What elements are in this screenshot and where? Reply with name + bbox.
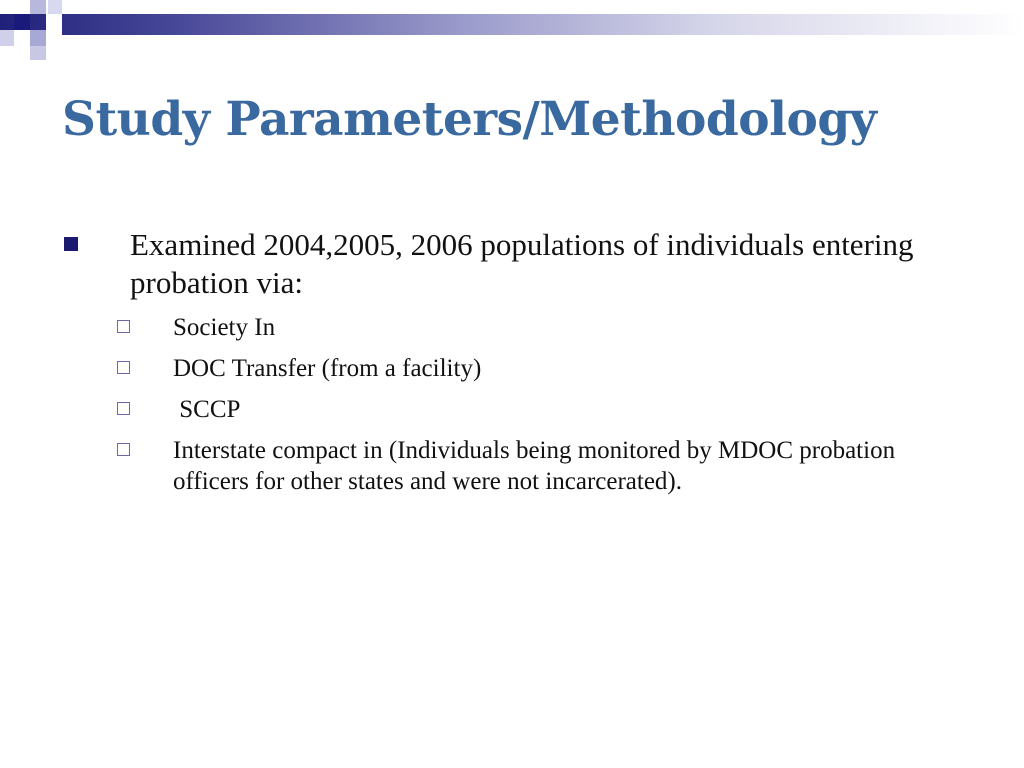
hollow-square-bullet-icon — [117, 443, 130, 456]
header-decoration-square — [30, 46, 46, 60]
slide-title: Study Parameters/Methodology — [62, 92, 877, 147]
sub-bullet-text: SCCP — [173, 396, 241, 423]
header-decoration-square — [46, 14, 62, 35]
hollow-square-bullet-icon — [117, 361, 130, 374]
slide-body — [0, 226, 1024, 507]
square-bullet-icon — [64, 237, 78, 251]
header-decoration-square — [0, 30, 14, 46]
sub-bullet-item — [0, 435, 1024, 497]
sub-bullet-text: Interstate compact in (Individuals being monitored by MDOC probation officers for other states and were not incarcerated). — [173, 437, 896, 495]
sub-bullet-item — [0, 394, 1024, 425]
header-decoration-square — [30, 30, 46, 46]
hollow-square-bullet-icon — [117, 320, 130, 333]
main-bullet-text: Examined 2004,2005, 2006 populations of individuals entering probation via: — [130, 227, 914, 300]
header-decoration-square — [30, 0, 46, 14]
header-decoration-square — [14, 30, 30, 46]
sub-bullet-list — [0, 312, 1024, 497]
header-gradient-band — [0, 14, 1024, 35]
header-decoration-square — [14, 14, 30, 30]
sub-bullet-item — [0, 312, 1024, 343]
sub-bullet-text: DOC Transfer (from a facility) — [173, 355, 482, 382]
header-decoration-square — [48, 0, 62, 14]
hollow-square-bullet-icon — [117, 402, 130, 415]
sub-bullet-text: Society In — [173, 314, 276, 341]
main-bullet-item — [0, 226, 1024, 302]
sub-bullet-item — [0, 353, 1024, 384]
